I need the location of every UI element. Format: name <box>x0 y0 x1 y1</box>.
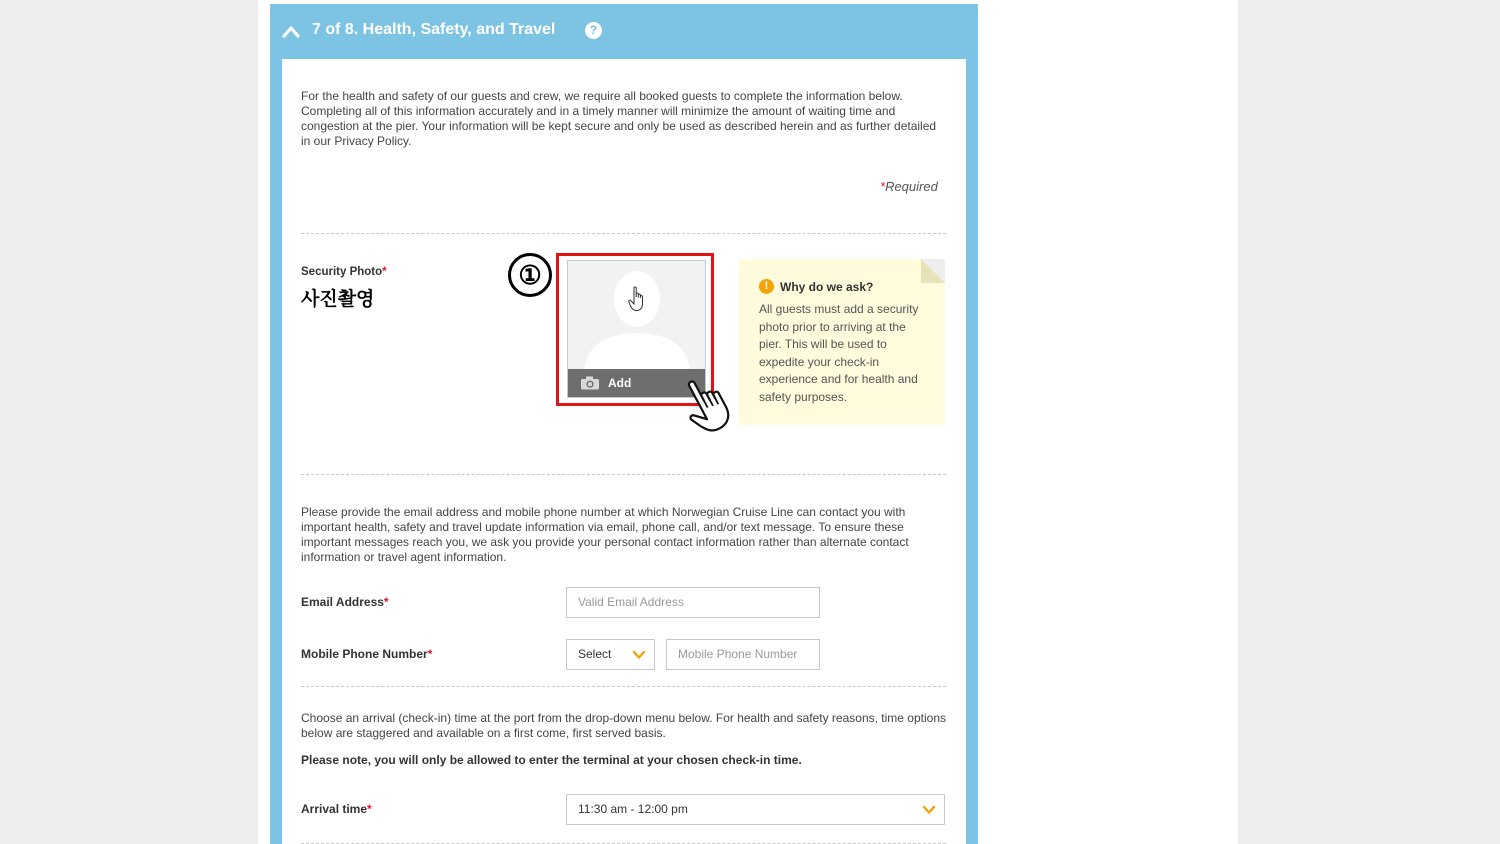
security-photo-label-text: Security Photo <box>301 266 383 278</box>
divider <box>301 233 946 234</box>
arrival-time-label <box>301 802 372 816</box>
phone-label <box>301 647 432 661</box>
email-field[interactable]: Valid Email Address <box>566 587 820 618</box>
phone-country-select[interactable] <box>566 639 655 670</box>
help-icon[interactable]: ? <box>585 22 602 39</box>
person-placeholder-icon <box>568 261 705 371</box>
required-note <box>880 179 938 194</box>
chevron-down-icon <box>632 650 646 660</box>
contact-intro-text: Please provide the email address and mobile phone number at which Norwegian Cruise Line can contact you with important health, safety and travel update information via email, phone call, and/or text message. To ensure these important messages reach you, we ask you provide your personal contact information rather than alternate contact information or travel agent information. <box>301 505 909 564</box>
arrival-time-label-text: Arrival time <box>301 802 368 816</box>
required-star: * <box>383 595 389 609</box>
arrival-time-select[interactable] <box>566 794 945 825</box>
info-icon: ! <box>759 279 774 294</box>
required-star: * <box>880 179 886 194</box>
phone-country-value: Select <box>578 647 612 661</box>
arrival-time-value: 11:30 am - 12:00 pm <box>578 802 688 816</box>
security-photo-label <box>301 266 387 278</box>
divider <box>301 686 946 687</box>
hand-pointer-icon <box>628 286 646 312</box>
note-title <box>759 279 873 294</box>
divider <box>301 474 946 475</box>
camera-icon <box>580 376 600 390</box>
phone-label-text: Mobile Phone Number <box>301 647 428 661</box>
section-header[interactable] <box>270 4 978 58</box>
phone-number-field[interactable]: Mobile Phone Number <box>666 639 820 670</box>
note-title-text: Why do we ask? <box>780 279 874 294</box>
why-do-we-ask-note <box>739 259 945 425</box>
step-marker: ① <box>508 253 552 297</box>
required-star: * <box>367 802 372 816</box>
email-label <box>301 595 389 609</box>
korean-caption: 사진촬영 <box>301 289 375 310</box>
note-body: All guests must add a security photo prior to arriving at the pier. This will be used to expedite your check-in experience and for health and safety purposes. <box>759 302 919 404</box>
add-photo-label: Add <box>608 376 632 390</box>
arrival-note: Please note, you will only be allowed to enter the terminal at your chosen check-in time. <box>301 753 802 767</box>
required-star: * <box>427 647 433 661</box>
required-label: Required <box>885 179 938 194</box>
chevron-down-icon <box>922 805 936 815</box>
intro-text: For the health and safety of our guests and crew, we require all booked guests to complete the information below. Completing all of this information accurately and in a timely manner will minimize the amount of waiting time and congestion at the pier. Your information will be kept secure and only be used as described herein and as further detailed in our Privacy Policy. <box>301 89 937 148</box>
arrival-intro-text: Choose an arrival (check-in) time at the port from the drop-down menu below. For health and safety reasons, time options below are staggered and available on a first come, first served basis. <box>301 711 946 740</box>
hand-pointer-icon <box>680 375 736 433</box>
required-star: * <box>382 266 387 278</box>
note-fold <box>921 259 945 283</box>
chevron-up-icon[interactable] <box>282 24 300 38</box>
email-label-text: Email Address <box>301 595 384 609</box>
section-panel <box>282 59 966 844</box>
health-safety-section <box>270 4 978 844</box>
section-title: 7 of 8. Health, Safety, and Travel <box>312 21 556 38</box>
